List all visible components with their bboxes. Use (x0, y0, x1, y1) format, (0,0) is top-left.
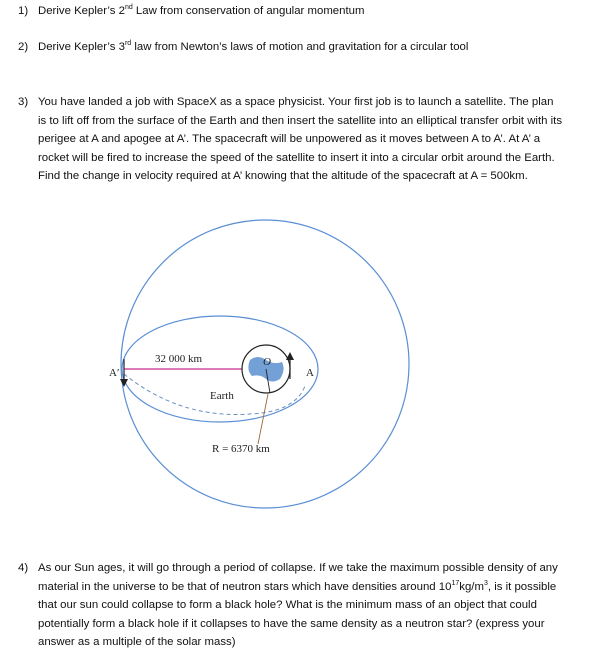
question-number: 4) (18, 562, 29, 574)
radius-leader-line (258, 394, 268, 444)
earth-label: Earth (210, 390, 234, 402)
question-text: As our Sun ages, it will go through a period of collapse. If we take the maximum possible density of any material in the universe to be that of neutron stars which have densities around $10^{17}kg/m^3$, is it possible that our sun could collapse to form a black hole? What is the minimum mass of an object that could potentially form a black hole if it collapses to have the same density as a neutron star? (express your answer as a multiple of the solar mass) (38, 562, 558, 648)
question-text: Derive Kepler’s 3rd law from Newton’s laws of motion and gravitation for a circular tool (38, 40, 469, 53)
arrowhead-a (286, 352, 294, 360)
question-text: You have landed a job with SpaceX as a space physicist. Your first job is to launch a satellite. The plan is to lift off from the surface of the Earth and then insert the satellite into an elliptical transfer orbit with its perigee at A and apogee at A’. The spacecraft will be unpowered as it moves between A to A’. At A’ a rocket will be fired to increase the speed of the satellite to insert it into a circular orbit around the Earth. Find the change in velocity required at A’ knowing that the altitude of the spacecraft at A = 500km. (38, 96, 563, 182)
question-number: 2) (18, 41, 29, 53)
question-text: Derive Kepler’s 2nd Law from conservation of angular momentum (38, 4, 365, 17)
distance-label: 32 000 km (155, 353, 203, 365)
question-number: 3) (18, 96, 29, 108)
question-number: 1) (18, 5, 29, 17)
apogee-label: A′ (109, 367, 120, 379)
radius-label: R = 6370 km (212, 443, 270, 455)
perigee-label: A (306, 367, 314, 379)
center-label: O (263, 356, 271, 368)
orbit-diagram (100, 214, 430, 544)
